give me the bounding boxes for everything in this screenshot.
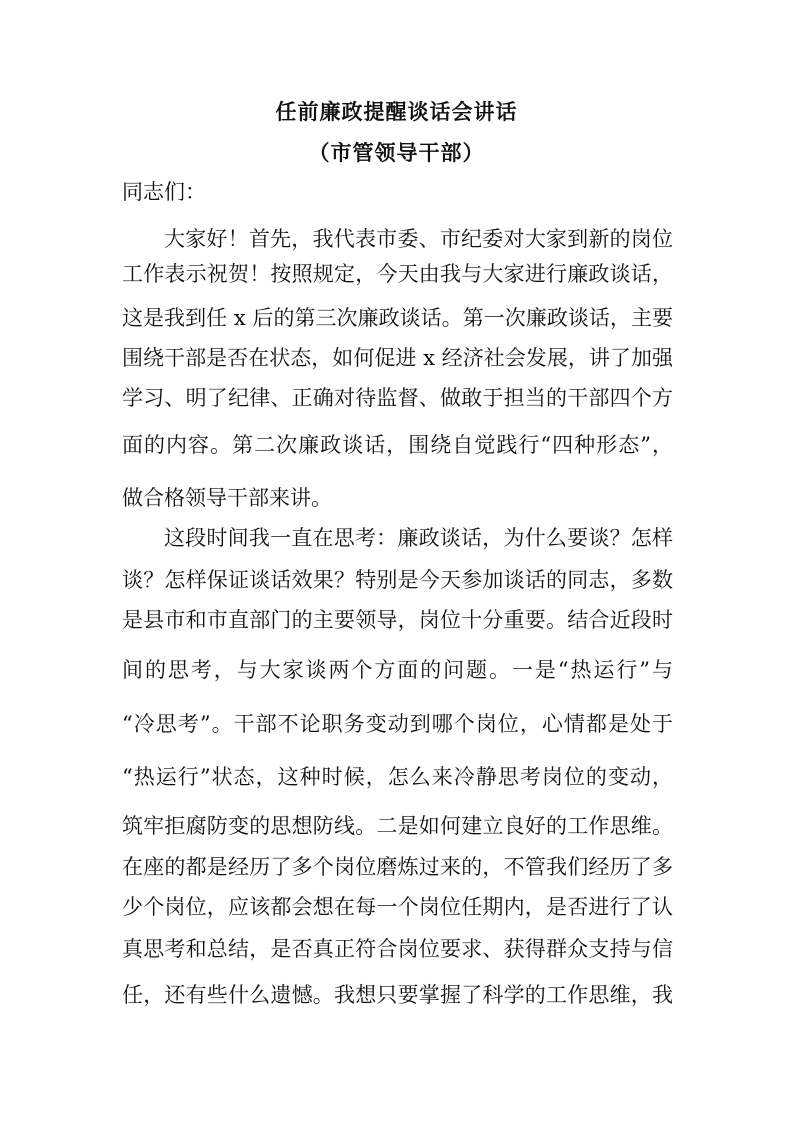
paragraph-line: 面的内容。第二次廉政谈话，围绕自觉践行“四种形态”， [122,433,673,457]
paragraph-line: 做合格领导干部来讲。 [122,486,332,510]
salutation: 同志们： [122,180,206,204]
paragraph-line: “冷思考”。干部不论职务变动到哪个岗位，心情都是处于 [122,712,673,736]
paragraph-line: 谈？怎样保证谈话效果？特别是今天参加谈话的同志，多数 [122,568,673,592]
paragraph-line: 任，还有些什么遗憾。我想只要掌握了科学的工作思维，我 [122,983,673,1007]
paragraph-line: 真思考和总结，是否真正符合岗位要求、获得群众支持与信 [122,937,673,961]
paragraph-line: 少个岗位，应该都会想在每一个岗位任期内，是否进行了认 [122,895,673,919]
paragraph-line: 围绕干部是否在状态，如何促进 x 经济社会发展，讲了加强 [122,346,673,370]
paragraph-line: 间的思考，与大家谈两个方面的问题。一是“热运行”与 [122,658,673,682]
paragraph-line: “热运行”状态，这种时候，怎么来冷静思考岗位的变动， [122,765,673,789]
paragraph-line: 工作表示祝贺！按照规定，今天由我与大家进行廉政谈话， [122,262,673,286]
document-subtitle: （市管领导干部） [308,140,485,165]
paragraph-line: 在座的都是经历了多个岗位磨炼过来的，不管我们经历了多 [122,855,673,879]
paragraph-line: 这段时间我一直在思考：廉政谈话，为什么要谈？怎样 [164,526,673,550]
document-title: 任前廉政提醒谈话会讲话 [275,99,518,124]
paragraph-line: 大家好！首先，我代表市委、市纪委对大家到新的岗位 [164,227,673,251]
paragraph-line: 学习、明了纪律、正确对待监督、做敢于担当的干部四个方 [122,386,673,410]
paragraph-line: 筑牢拒腐防变的思想防线。二是如何建立良好的工作思维。 [122,814,673,838]
paragraph-line: 是县市和市直部门的主要领导，岗位十分重要。结合近段时 [122,608,673,632]
paragraph-line: 这是我到任 x 后的第三次廉政谈话。第一次廉政谈话，主要 [122,306,673,330]
